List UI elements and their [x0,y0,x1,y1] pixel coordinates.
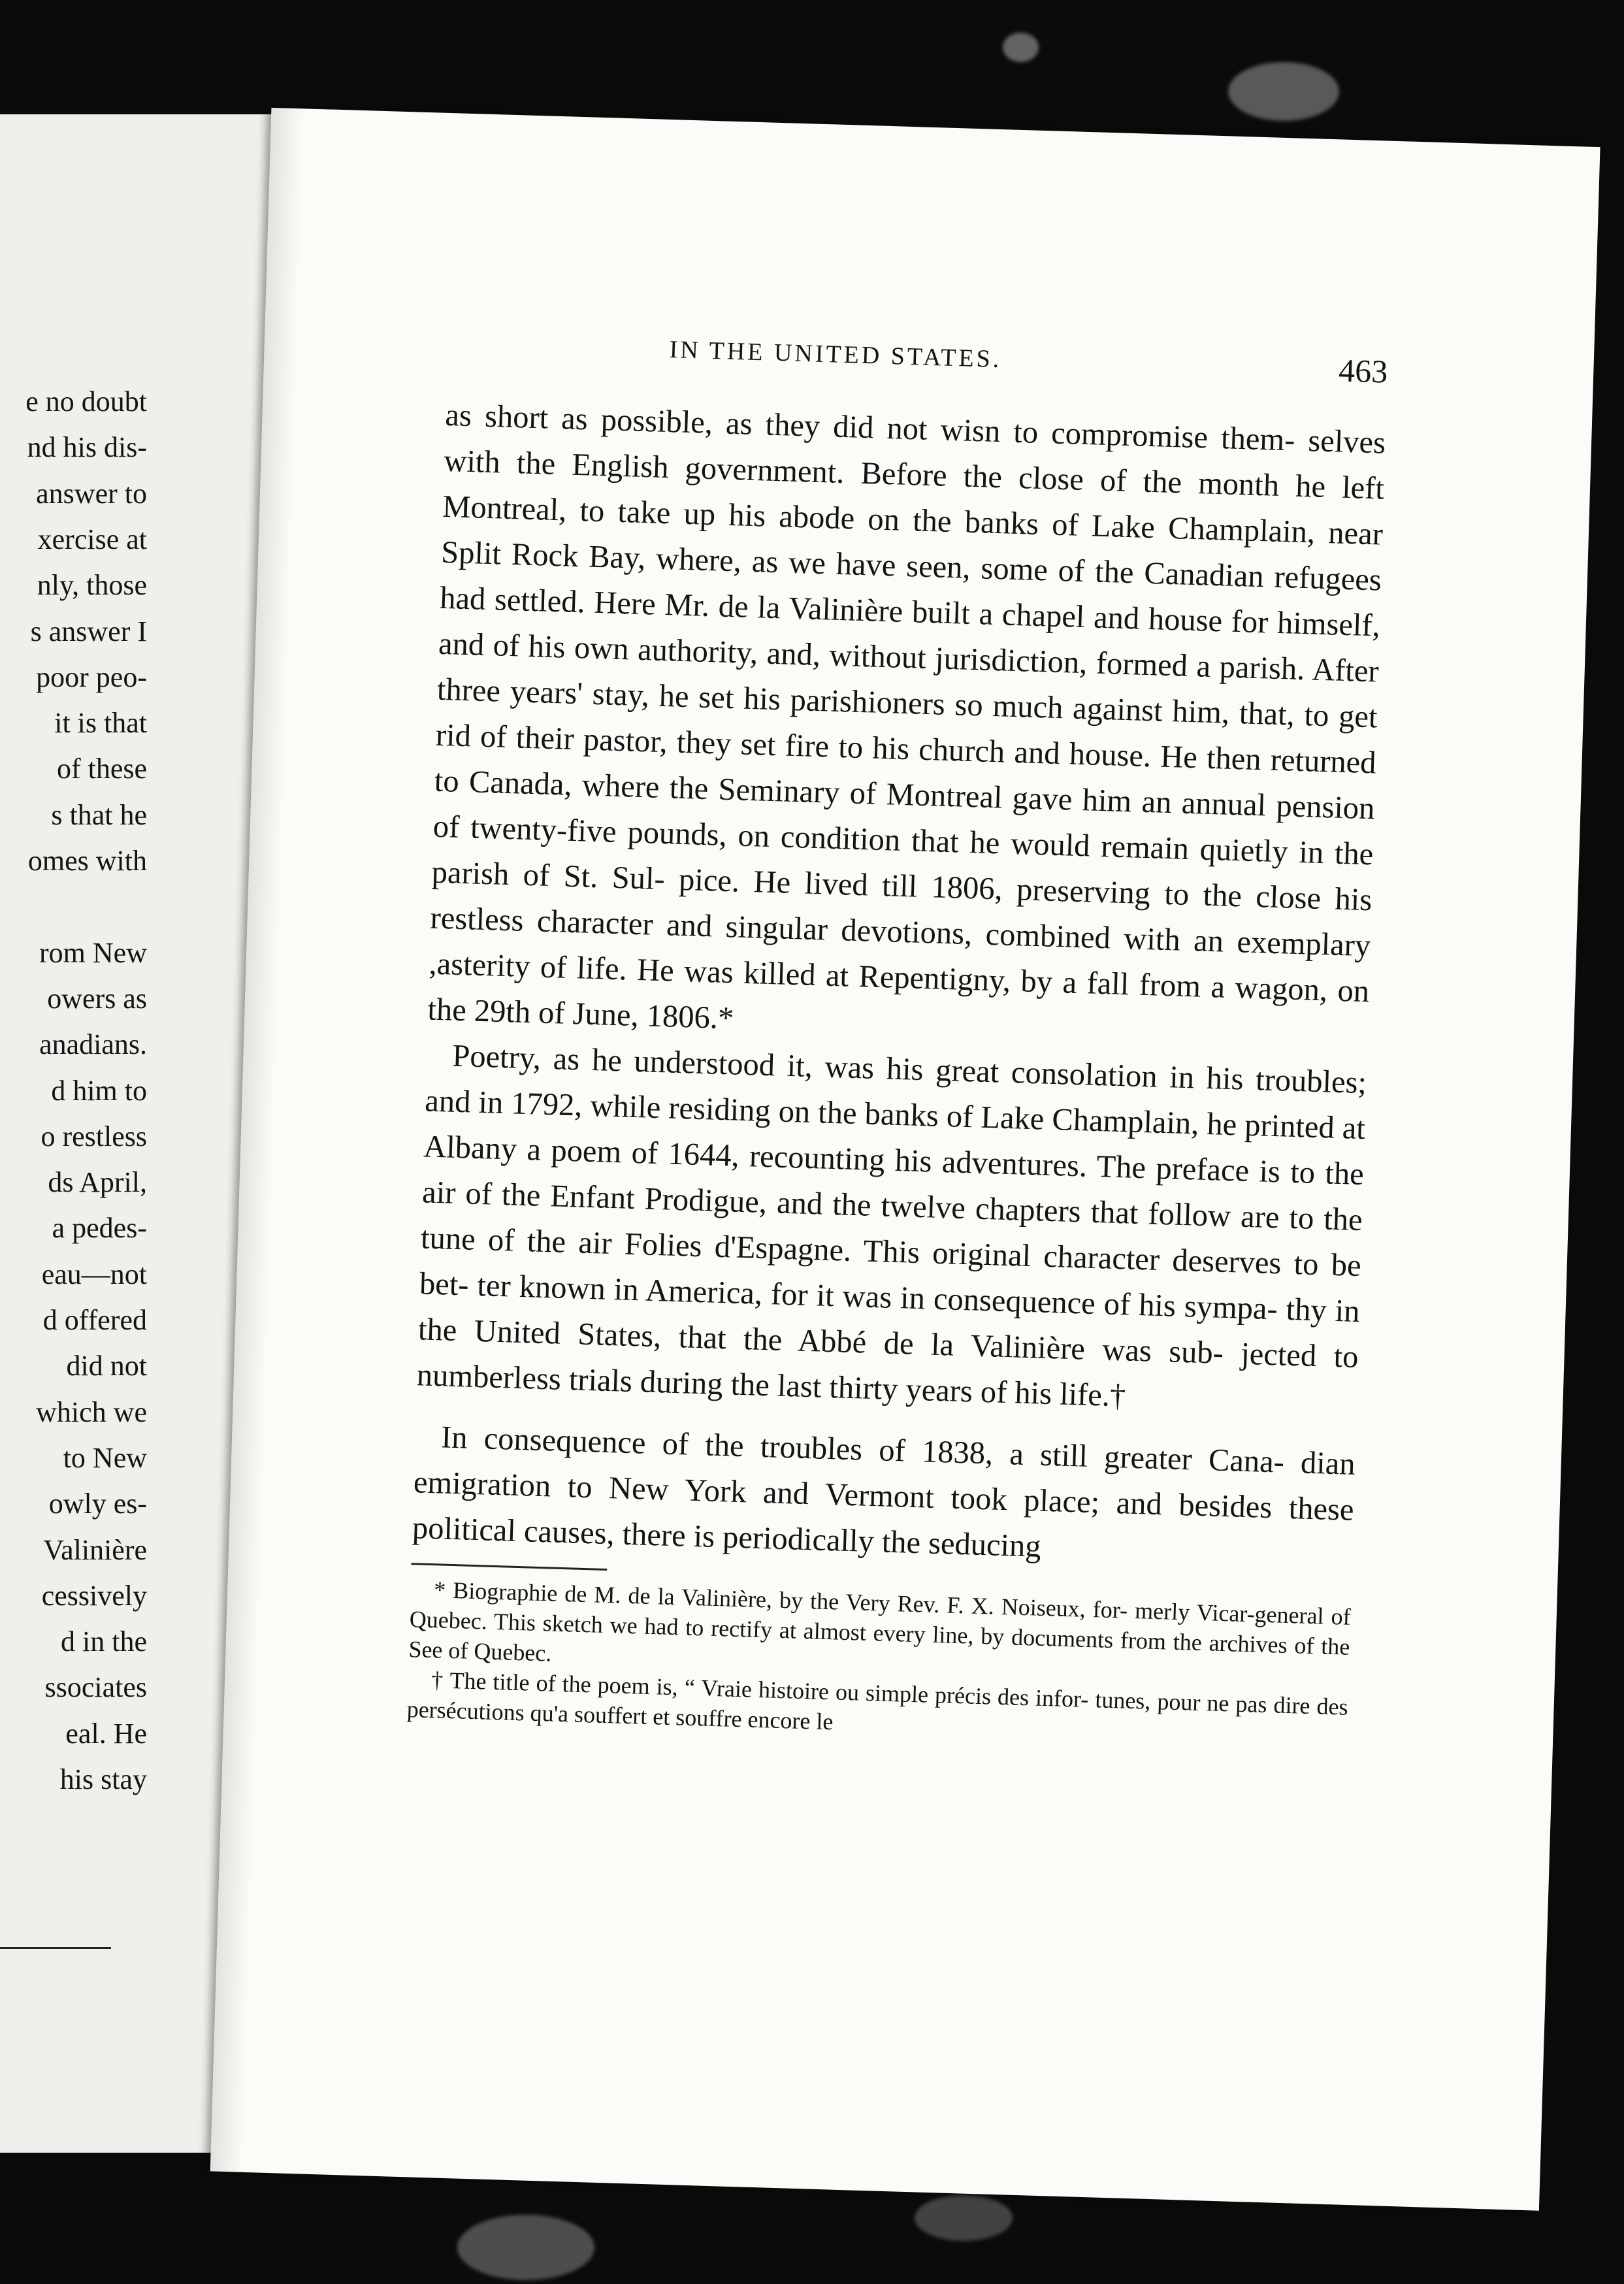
body-text [412,393,1386,1579]
previous-page-line: nly, those [37,569,147,601]
footnote-rule [0,1947,111,1949]
footnote: * Biographie de M. de la Valinière, by the Very Rev. F. X. Noiseux, for- merly Vicar-general of Quebec. This sketch we had to rectify at almost every line, by documents from the archives of the See of Quebec. [408,1576,1352,1667]
previous-page-line: d in the [61,1625,147,1657]
previous-page-line: nd his dis- [27,431,147,463]
previous-page-line: ssociates [44,1671,147,1703]
background-smudge [1003,33,1039,62]
previous-page-line: e no doubt [25,385,147,417]
paragraph: Poetry, as he understood it, was his great consolation in his troubles; and in 1792, while residing on the banks of Lake Champlain, he printed at Albany a poem of 1644, recounting his adventures. The preface is to the air of the Enfant Prodigue, and the twelve chapters that follow are to the tune of the air Folies d'Espagne. This original character deserves to be bet- ter known in America, for it was in consequence of his sympa- thy in the United States, that the Abbé de la Valinière was sub- jected to numberless trials during the last thirty years of his life.† [416,1038,1367,1414]
previous-page-line: rom New [39,937,147,969]
running-head-title: IN THE UNITED STATES. [669,336,1002,374]
previous-page-line: xercise at [37,523,147,555]
previous-page-line: owly es- [48,1488,147,1520]
previous-page-line: eal. He [65,1718,147,1750]
previous-page-line: Valinière [43,1534,147,1566]
running-head [447,329,1388,396]
previous-page-line: his stay [59,1763,147,1795]
previous-page-line: which we [36,1396,147,1428]
previous-page-line: s answer I [30,615,147,647]
background-smudge [1228,62,1339,121]
previous-page-line: owers as [47,983,147,1015]
previous-page-line: d offered [42,1304,147,1336]
previous-page-line: o restless [41,1120,147,1152]
text-block [406,329,1388,1752]
footnote: † The title of the poem is, “ Vraie histoire ou simple précis des infor- tunes, pour ne pas dire des persécutions qu'a souffert et souffre encore le [406,1667,1349,1735]
previous-page-line: ds April, [48,1166,147,1198]
paragraph: In consequence of the troubles of 1838, a still greater Cana- dian emigration to New York and Vermont took place; and besides these political causes, there is periodically the seducing [412,1420,1356,1564]
previous-page-line: d him to [51,1075,147,1107]
previous-page-line: to New [63,1442,147,1474]
previous-page-line: poor peo- [36,661,147,693]
previous-page-line: omes with [27,845,147,877]
background-smudge [915,2195,1013,2241]
current-page [210,108,1600,2211]
previous-page-line: did not [66,1350,147,1382]
previous-page-line: of these [56,753,147,785]
paragraph: as short as possible, as they did not wisn to compromise them- selves with the English government. Before the close of the month he left Montreal, to take up his abode on the banks of Lake Champlain, near Split Rock Bay, where, as we have seen, some of the Canadian refugees had settled. Here Mr. de la Valinière built a chapel and house for himself, and of his own authority, and, without jurisdiction, formed a parish. After three years' stay, he set his parishioners so much against him, that, to get rid of their pastor, they set fire to his church and house. He then returned to Canada, where the Seminary of Montreal gave him an annual pension of twenty-five pounds, on condition that he would remain quietly in the parish of St. Sul- pice. He lived till 1806, preserving to the close his restless character and singular devotions, combined with an exemplary ,asterity of life. He was killed at Repentigny, by a fall from a wagon, on the 29th of June, 1806.* [427,397,1386,1036]
background-smudge [457,2215,594,2280]
previous-page-line: anadians. [39,1028,147,1060]
previous-page-line: it is that [54,707,147,739]
previous-page-line: answer to [36,478,147,510]
previous-page-line: eau—not [41,1258,147,1290]
previous-page-line: a pedes- [52,1212,147,1244]
page-number: 463 [1338,351,1389,390]
footnote-rule [411,1563,607,1571]
previous-page-line: s that he [51,799,147,831]
footnotes [406,1574,1351,1752]
previous-page-line: cessively [41,1580,147,1612]
